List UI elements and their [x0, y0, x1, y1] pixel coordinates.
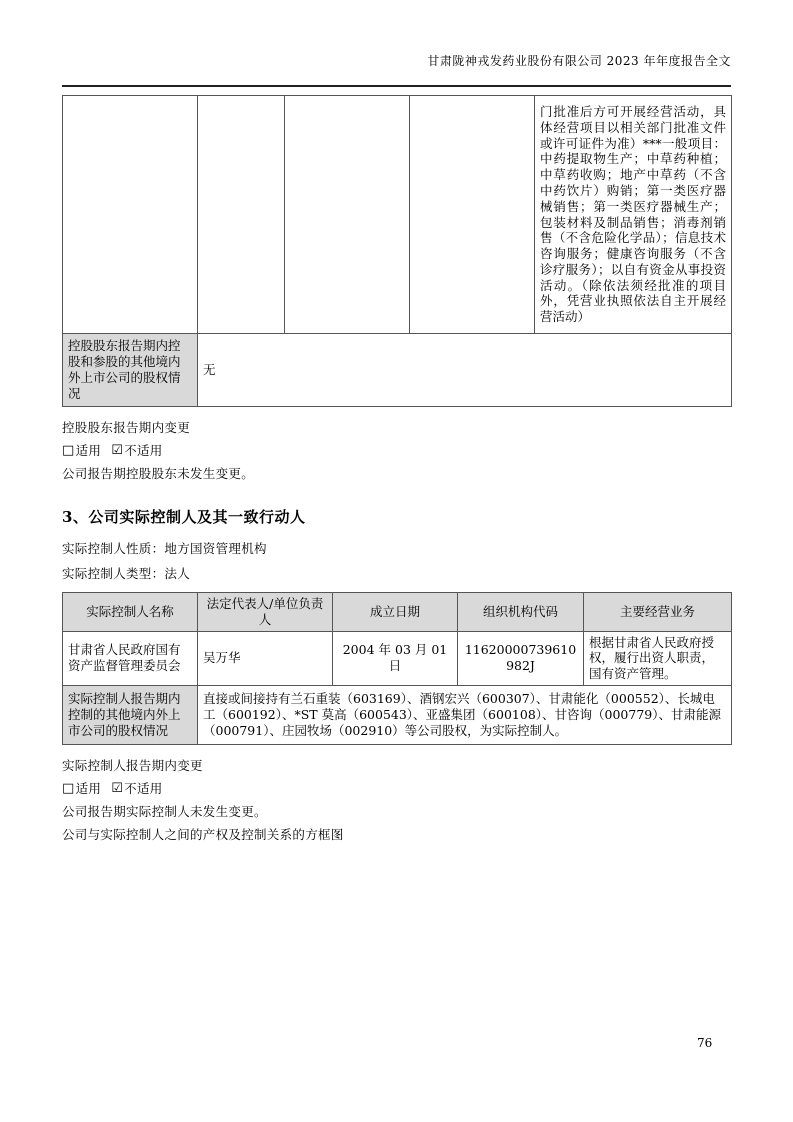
table-header-row — [63, 593, 732, 632]
controller-nature-line: 实际控制人性质：地方国资管理机构 — [62, 541, 267, 556]
checkbox-unchecked-icon: □ — [62, 443, 75, 458]
applicability-line — [62, 781, 731, 797]
empty-cell — [285, 96, 410, 334]
controller-holdings-value-cell: 直接或间接持有兰石重装（603169）、酒钢宏兴（600307）、甘肃能化（000552）、长城电工（600192）、*ST 莫高（600543）、亚盛集团（600108）、甘咨询（000779）、甘肃能源（000791）、庄园牧场（002910）等公司股权，为实际控制人。 — [198, 685, 732, 744]
controlling-shareholder-change-title: 控股股东报告期内变更 — [62, 420, 191, 435]
applicable-option — [62, 781, 101, 797]
table-row — [63, 334, 732, 407]
actual-controller-change-title: 实际控制人报告期内变更 — [62, 757, 203, 773]
page-content — [62, 95, 731, 843]
checkbox-checked-icon: ☑ — [111, 443, 124, 458]
controlling-shareholder-table — [62, 95, 732, 407]
table-row — [63, 685, 732, 744]
holdings-value-cell: 无 — [198, 334, 732, 407]
empty-cell — [410, 96, 535, 334]
holdings-label-cell: 控股股东报告期内控股和参股的其他境内外上市公司的股权情况 — [63, 334, 198, 407]
business-scope-cell: 门批准后方可开展经营活动，具体经营项目以相关部门批准文件或许可证件为准）***一般项目：中药提取物生产；中草药种植；中草药收购；地产中草药（不含中药饮片）购销；第一类医疗器械销售；第一类医疗器械生产；包装材料及制品销售；消毒剂销售（不含危险化学品）；信息技术咨询服务；健康咨询服务（不含诊疗服务）；以自有资金从事投资活动。（除依法须经批准的项目外，凭营业执照依法自主开展经营活动） — [535, 96, 732, 334]
empty-cell — [198, 96, 285, 334]
applicable-option — [62, 443, 101, 459]
table-row — [63, 96, 732, 334]
not-applicable-option — [111, 781, 162, 797]
not-applicable-label: 不适用 — [124, 443, 163, 458]
actual-controller-table — [62, 592, 732, 745]
empty-cell — [63, 96, 198, 334]
header-main-business: 主要经营业务 — [584, 593, 732, 632]
controller-name-cell: 甘肃省人民政府国有资产监督管理委员会 — [63, 631, 198, 685]
not-applicable-option — [111, 443, 162, 459]
page-number: 76 — [697, 1036, 713, 1050]
checkbox-unchecked-icon: □ — [62, 780, 75, 796]
header-controller-name: 实际控制人名称 — [63, 593, 198, 632]
applicable-label: 适用 — [75, 780, 102, 796]
page-header — [62, 0, 731, 87]
header-established-date: 成立日期 — [333, 593, 458, 632]
checkbox-checked-icon: ☑ — [111, 780, 124, 796]
applicability-line — [62, 443, 731, 459]
header-legal-representative: 法定代表人/单位负责人 — [198, 593, 333, 632]
applicable-label: 适用 — [75, 443, 102, 458]
header-title: 甘肃陇神戎发药业股份有限公司 2023 年年度报告全文 — [427, 54, 731, 68]
header-org-code: 组织机构代码 — [458, 593, 584, 632]
main-business-cell: 根据甘肃省人民政府授权，履行出资人职责，国有资产管理。 — [584, 631, 732, 685]
controller-type-line: 实际控制人类型：法人 — [62, 566, 191, 581]
table-row — [63, 631, 732, 685]
not-applicable-label: 不适用 — [124, 780, 163, 796]
org-code-cell: 11620000739610982J — [458, 631, 584, 685]
controller-holdings-label-cell: 实际控制人报告期内控制的其他境内外上市公司的股权情况 — [63, 685, 198, 744]
legal-representative-cell: 吴万华 — [198, 631, 333, 685]
actual-controller-change-note: 公司报告期实际控制人未发生变更。 — [62, 803, 267, 819]
control-relationship-diagram-caption: 公司与实际控制人之间的产权及控制关系的方框图 — [62, 826, 344, 842]
controlling-shareholder-change-note: 公司报告期控股股东未发生变更。 — [62, 466, 255, 481]
section-heading: 3、公司实际控制人及其一致行动人 — [62, 508, 306, 526]
established-date-cell: 2004 年 03 月 01 日 — [333, 631, 458, 685]
